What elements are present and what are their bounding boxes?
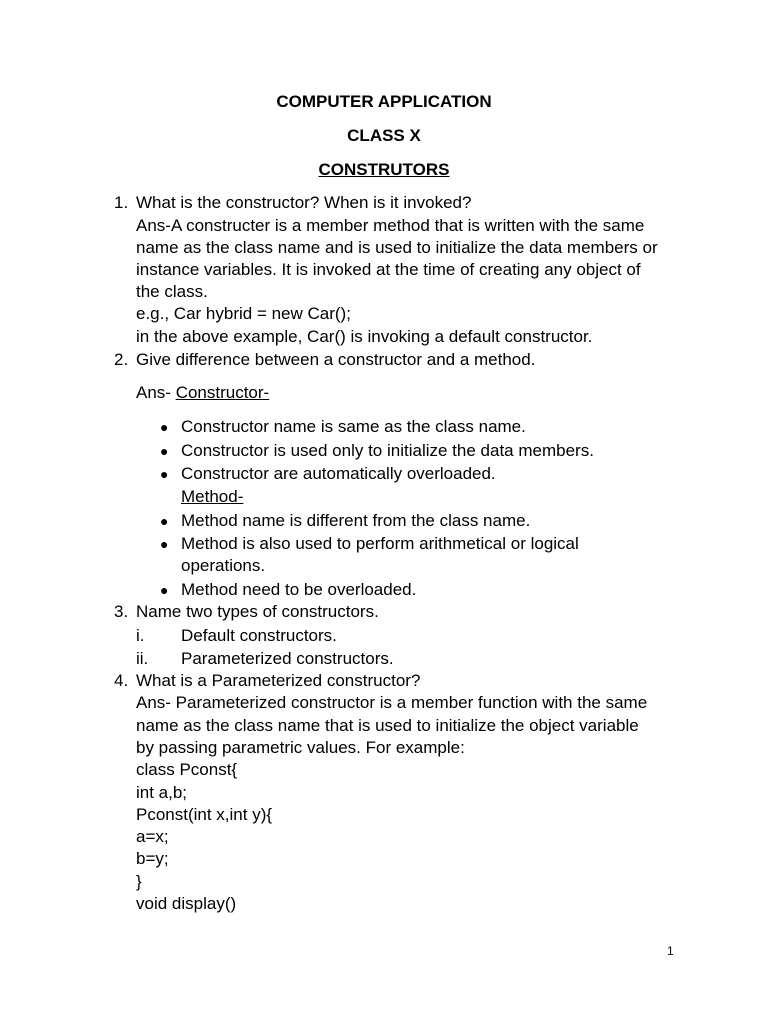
code-line: a=x; (136, 827, 169, 846)
constructor-point: Constructor name is same as the class name. (181, 417, 526, 436)
method-heading: Method- (181, 487, 244, 506)
code-line: class Pconst{ (136, 760, 238, 779)
ans-prefix: Ans- (136, 383, 176, 402)
q1-question: What is the constructor? When is it invoked? (136, 193, 472, 212)
bullet-icon: ● (160, 443, 169, 459)
q1-answer-line: the class. (136, 282, 208, 301)
code-line: Pconst(int x,int y){ (136, 805, 273, 824)
q1-answer-line: instance variables. It is invoked at the time of creating any object of (136, 260, 641, 279)
q4-question: What is a Parameterized constructor? (136, 671, 421, 690)
q3-item-text: Parameterized constructors. (181, 649, 394, 668)
bullet-icon: ● (160, 466, 169, 482)
method-point: Method name is different from the class name. (181, 511, 531, 530)
constructor-point: Constructor is used only to initialize the data members. (181, 441, 594, 460)
page-number: 1 (667, 944, 674, 958)
topic-heading: CONSTRUTORS (318, 160, 450, 179)
constructor-heading: Constructor- (175, 383, 270, 402)
constructor-point: Constructor are automatically overloaded. (181, 464, 496, 483)
bullet-icon: ● (160, 419, 169, 435)
class-heading: CLASS X (347, 126, 421, 145)
q1-answer-line: in the above example, Car() is invoking a default constructor. (136, 327, 593, 346)
code-line: } (136, 872, 142, 891)
subject-heading: COMPUTER APPLICATION (276, 92, 492, 111)
code-line: b=y; (136, 849, 169, 868)
q1-answer-line: e.g., Car hybrid = new Car(); (136, 304, 351, 323)
q4-number: 4. (114, 671, 129, 690)
bullet-icon: ● (160, 513, 169, 529)
code-line: int a,b; (136, 783, 188, 802)
q2-question: Give difference between a constructor and a method. (136, 350, 536, 369)
q2-answer-label (136, 383, 269, 403)
q3-number: 3. (114, 602, 129, 621)
method-point-continued: operations. (181, 556, 266, 575)
bullet-icon: ● (160, 582, 169, 598)
q3-item-text: Default constructors. (181, 626, 337, 645)
q1-answer-line: name as the class name and is used to initialize the data members or (136, 238, 658, 257)
q4-answer-line: by passing parametric values. For example: (136, 738, 465, 757)
q1-answer-line: Ans-A constructer is a member method that is written with the same (136, 216, 645, 235)
q1-number: 1. (114, 193, 129, 212)
method-point: Method is also used to perform arithmetical or logical (181, 534, 579, 553)
q2-number: 2. (114, 350, 129, 369)
bullet-icon: ● (160, 536, 169, 552)
q3-item-marker: ii. (136, 649, 149, 668)
method-point: Method need to be overloaded. (181, 580, 417, 599)
q3-item-marker: i. (136, 626, 145, 645)
q4-answer-line: Ans- Parameterized constructor is a member function with the same (136, 693, 648, 712)
q3-question: Name two types of constructors. (136, 602, 379, 621)
code-line: void display() (136, 894, 237, 913)
q4-answer-line: name as the class name that is used to initialize the object variable (136, 716, 639, 735)
